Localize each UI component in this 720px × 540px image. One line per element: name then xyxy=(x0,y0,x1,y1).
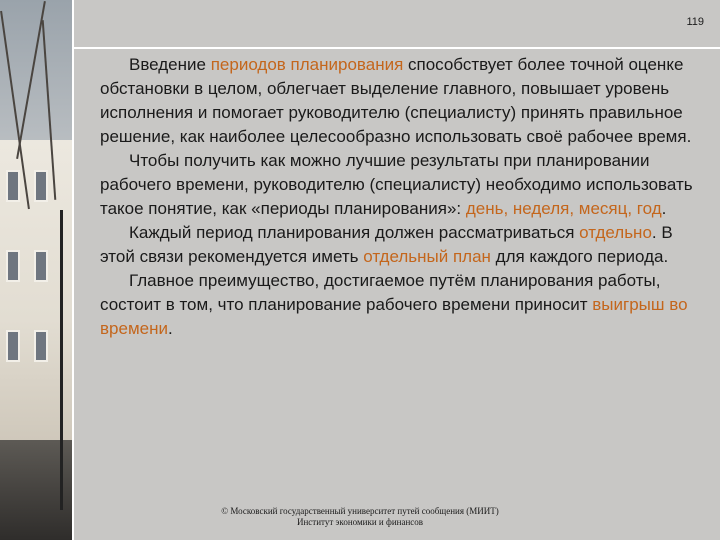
highlighted-term: выигрыш во времени xyxy=(100,295,688,338)
paragraph xyxy=(100,149,700,221)
building-photo xyxy=(0,0,72,540)
paragraph xyxy=(100,221,700,269)
window-shape xyxy=(6,330,20,362)
text-run: способствует более точной оценке обстановки в целом, облегчает выделение главного, повышает уровень исполнения и помогает руководителю (специалисту) принять правильное решение, как наиболее целесообразно использовать своё рабочее время. xyxy=(100,55,692,146)
text-run: . xyxy=(661,199,667,218)
highlighted-term: день, неделя, месяц, год xyxy=(465,199,662,218)
vertical-divider xyxy=(72,0,74,540)
window-shape xyxy=(34,330,48,362)
highlighted-term: периодов планирования xyxy=(210,55,404,74)
highlighted-term: отдельный план xyxy=(363,247,491,266)
window-shape xyxy=(6,170,20,202)
window-shape xyxy=(6,250,20,282)
window-shape xyxy=(34,250,48,282)
text-run: Чтобы получить как можно лучшие результаты при планировании рабочего времени, руководителю (специалисту) необходимо использовать такое понятие, как «периоды планирования»: xyxy=(100,151,693,218)
footer-university: © Московский государственный университет путей сообщения (МИИТ) xyxy=(221,506,499,516)
text-run: . В этой связи рекомендуется иметь xyxy=(100,223,673,266)
text-run: Главное преимущество, достигаемое путём планирования работы, состоит в том, что планирование рабочего времени приносит xyxy=(100,271,661,314)
text-run: для каждого периода. xyxy=(490,247,669,266)
window-shape xyxy=(34,170,48,202)
text-run: Введение xyxy=(129,55,211,74)
footer xyxy=(160,506,560,528)
page-number: 119 xyxy=(686,16,704,28)
footer-institute: Институт экономики и финансов xyxy=(296,517,424,527)
horizontal-divider xyxy=(72,47,720,49)
paragraph xyxy=(100,53,700,149)
lamp-pole xyxy=(60,210,63,510)
paragraph xyxy=(100,269,700,341)
slide-body xyxy=(100,53,700,341)
text-run: . xyxy=(167,319,173,338)
highlighted-term: отдельно xyxy=(579,223,652,242)
text-run: Каждый период планирования должен рассматриваться xyxy=(129,223,580,242)
